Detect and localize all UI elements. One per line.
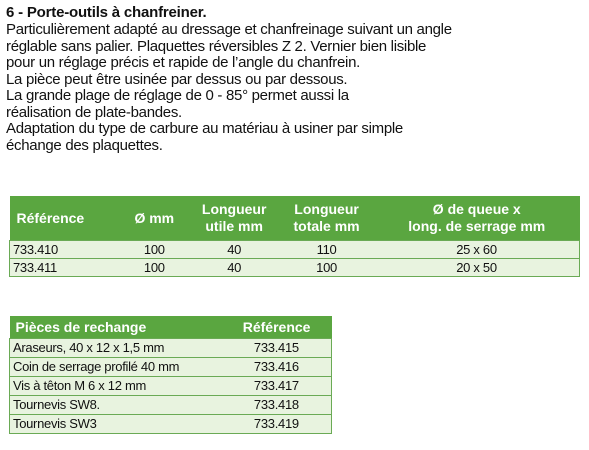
cell-useful-length: 40	[189, 241, 279, 259]
header-line: Longueur	[294, 201, 359, 217]
header-spare-parts: Pièces de rechange	[10, 316, 222, 339]
description	[6, 22, 581, 154]
cell-part-name: Araseurs, 40 x 12 x 1,5 mm	[10, 339, 222, 358]
description-line: pour un réglage précis et rapide de l’angle du chanfrein.	[6, 54, 360, 71]
cell-reference: 733.416	[222, 358, 332, 377]
table-row	[10, 377, 332, 396]
header-reference: Référence	[222, 316, 332, 339]
cell-part-name: Tournevis SW3	[10, 415, 222, 434]
cell-reference: 733.417	[222, 377, 332, 396]
table-row	[10, 415, 332, 434]
cell-diameter: 100	[119, 259, 189, 277]
header-reference: Référence	[10, 196, 120, 241]
cell-part-name: Coin de serrage profilé 40 mm	[10, 358, 222, 377]
cell-total-length: 100	[279, 259, 374, 277]
table-row	[10, 339, 332, 358]
spare-parts-table	[9, 316, 332, 434]
header-line: Ø de queue x	[432, 201, 521, 217]
product-table	[9, 196, 580, 277]
cell-shank: 20 x 50	[374, 259, 579, 277]
cell-reference: 733.419	[222, 415, 332, 434]
table-header-row	[10, 196, 580, 241]
description-line: La pièce peut être usinée par dessus ou par dessous.	[6, 70, 348, 88]
header-shank	[374, 196, 579, 241]
cell-part-name: Vis à têton M 6 x 12 mm	[10, 377, 222, 396]
description-line: réalisation de plate-bandes.	[6, 103, 182, 121]
table-row	[10, 241, 580, 259]
cell-reference: 733.411	[10, 259, 120, 277]
cell-shank: 25 x 60	[374, 241, 579, 259]
description-line: Adaptation du type de carbure au matériau à usiner par simple	[6, 120, 403, 137]
section-title: 6 - Porte-outils à chanfreiner.	[6, 4, 207, 21]
description-line: échange des plaquettes.	[6, 136, 163, 154]
cell-useful-length: 40	[189, 259, 279, 277]
cell-reference: 733.415	[222, 339, 332, 358]
header-line: totale mm	[293, 218, 360, 234]
cell-reference: 733.418	[222, 396, 332, 415]
header-line: Longueur	[201, 201, 267, 217]
header-line: long. de serrage mm	[408, 218, 546, 234]
cell-part-name: Tournevis SW8.	[10, 396, 222, 415]
table-row	[10, 396, 332, 415]
header-diameter: Ø mm	[119, 196, 189, 241]
description-line: Particulièrement adapté au dressage et chanfreinage suivant un angle	[6, 21, 452, 38]
header-useful-length	[189, 196, 279, 241]
cell-total-length: 110	[279, 241, 374, 259]
table-row	[10, 259, 580, 277]
table-header-row	[10, 316, 332, 339]
header-total-length	[279, 196, 374, 241]
table-row	[10, 358, 332, 377]
description-line: réglable sans palier. Plaquettes réversibles Z 2. Vernier bien lisible	[6, 37, 427, 55]
cell-reference: 733.410	[10, 241, 120, 259]
cell-diameter: 100	[119, 241, 189, 259]
header-line: utile mm	[205, 218, 263, 234]
description-line: La grande plage de réglage de 0 - 85° permet aussi la	[6, 87, 349, 104]
